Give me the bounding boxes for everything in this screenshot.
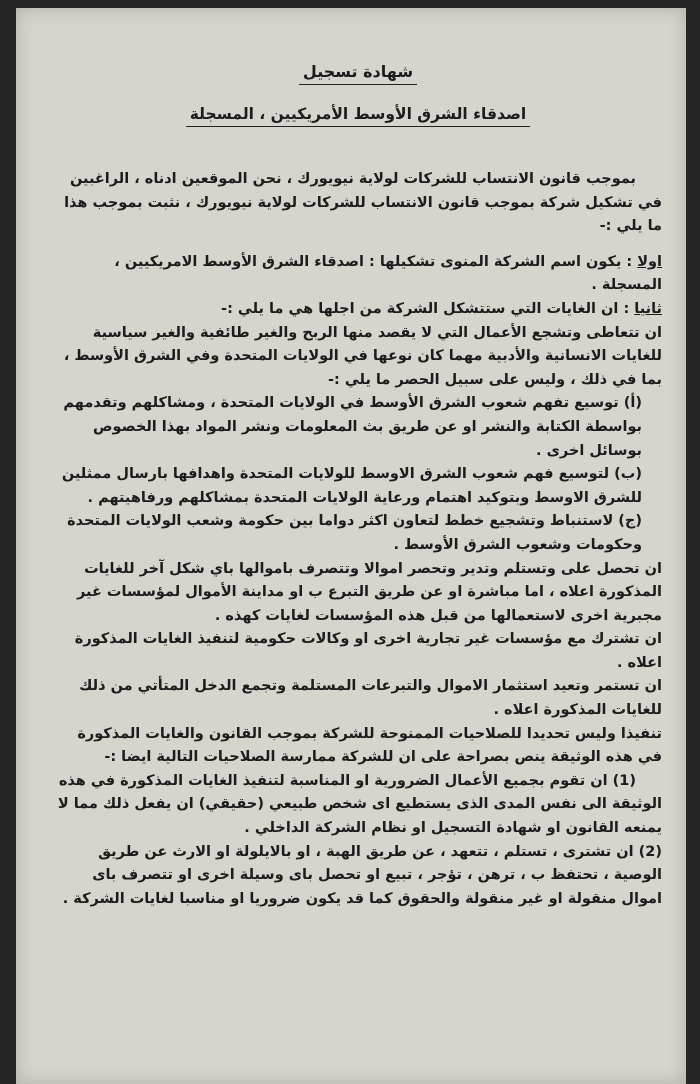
paragraph [54,168,662,239]
paragraph [54,510,662,557]
paragraph [54,558,662,629]
paragraph-text: بموجب قانون الانتساب للشركات لولاية نيويورك ، نحن الموقعين ادناه ، الراغبين في تشكيل شركة بموجب قانون الانتساب للشركات لولاية نيويورك ، نثبت بموجب هذا ما يلي :- [64,171,662,235]
paragraph [54,322,662,393]
paragraph-text: ان تحصل على وتستلم وتدير وتحصر اموالا وتتصرف باموالها باي شكل آخر للغايات المذكورة اعلاه ، اما مباشرة او عن طريق التبرع ب او مداينة الأموال لمؤسسات غير مجبرية اخرى لاستعمالها من قبل هذه المؤسسات لغايات كهذه . [77,560,662,624]
paragraph-label: ثانيا [634,300,662,317]
paragraph-text: (أ) توسيع تفهم شعوب الشرق الأوسط في الولايات المتحدة ، ومشاكلهم وتقدمهم بواسطة الكتابة والنشر او عن طريق بث المعلومات ونشر المواد بهذا الخصوص بوسائل اخرى . [63,395,642,459]
paragraph-label: اولا [637,253,662,270]
paragraph-text: : ان الغايات التي ستتشكل الشركة من اجلها هي ما يلي :- [221,300,635,317]
paragraph [54,251,662,298]
paragraph [54,628,662,675]
paragraph-text: ان تتعاطى وتشجع الأعمال التي لا يقصد منها الربح والغير طائفية والغير سياسية للغايات الانسانية والأدبية مهما كان نوعها في الولايات المتحدة وفي الشرق الأوسط ، بما في ذلك ، وليس على سبيل الحصر ما يلي :- [63,324,662,388]
paragraph [54,392,662,463]
paragraph-text: : يكون اسم الشركة المنوى تشكيلها : اصدقاء الشرق الأوسط الامريكيين ، المسجلة . [114,253,662,294]
paragraph-text: ان تستمر وتعيد استثمار الاموال والتبرعات المستلمة وتجمع الدخل المتأتي من ذلك للغايات المذكورة اعلاه . [79,678,662,719]
paragraph-text: (1) ان تقوم بجميع الأعمال الضرورية او المناسبة لتنفيذ الغايات المذكورة في هذه الوثيقة الى نفس المدى الذى يستطيع اى شخص طبيعي (حقيقي) ان يفعل ذلك مما لا يمنعه القانون او شهادة التسجيل او نظام الشركة الداخلي . [57,772,662,837]
paragraph [54,675,662,722]
paragraph-text: تنفيذا وليس تحديدا للصلاحيات الممنوحة للشركة بموجب القانون والغايات المذكورة في هذه الوثيقة ينص بصراحة على ان للشركة ممارسة الصلاحيات التالية ايضا :- [77,725,662,766]
document-subtitle: اصدقاء الشرق الأوسط الأمريكيين ، المسجلة [54,102,662,126]
paragraph-text: ان تشترك مع مؤسسات غير تجارية اخرى او وكالات حكومية لتنفيذ الغايات المذكورة اعلاه . [74,631,662,671]
paragraph [54,841,662,912]
paragraph-text: (2) ان تشترى ، تستلم ، تتعهد ، عن طريق الهبة ، او بالايلولة او الارث عن طريق الوصية ، تحتفظ ب ، ترهن ، تؤجر ، تبيع او تحصل باى وسيلة اخرى او تتصرف باى اموال منقولة او غير منقولة والحقوق كما قد يكون ضروريا او مناسبا لغايات الشركة . [62,843,662,907]
paragraph [54,298,662,322]
paragraph [54,723,662,770]
paragraph [54,463,662,510]
paragraph-text: (ج) لاستنباط وتشجيع خطط لتعاون اكثر دواما بين حكومة وشعب الولايات المتحدة وحكومات وشعوب الشرق الأوسط . [67,513,642,553]
document-page [16,8,686,1084]
document-text [54,60,662,911]
document-title: شهادة تسجيل [54,60,662,84]
paragraph [54,770,662,841]
document-body [54,168,662,911]
paragraph-text: (ب) لتوسيع فهم شعوب الشرق الاوسط للولايات المتحدة واهدافها بارسال ممثلين للشرق الاوسط وبتوكيد اهتمام ورعاية الولايات المتحدة بمشاكلهم ورفاهيتهم . [61,466,642,506]
paragraph-gap [54,239,662,251]
